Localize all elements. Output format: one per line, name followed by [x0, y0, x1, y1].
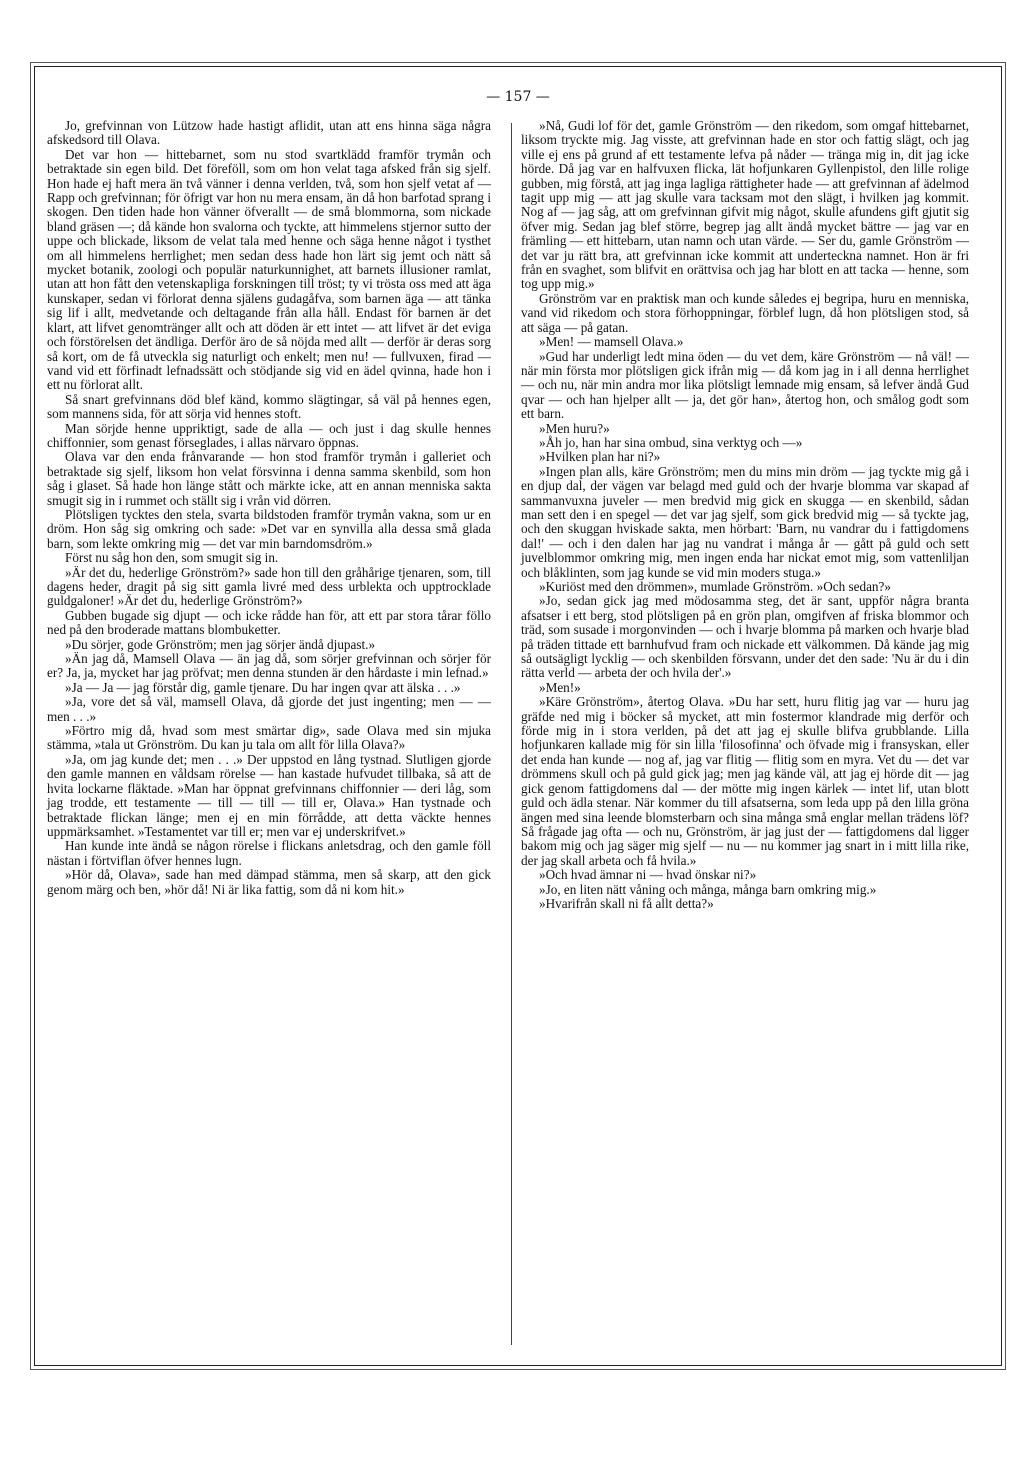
left-column	[47, 119, 491, 897]
paragraph: »Men huru?»	[539, 420, 610, 436]
paragraph: »Än jag då, Mamsell Olava — än jag då, som sörjer grefvinnan och sörjer för er? Ja, ja, mycket har jag pröfvat; men denna stunden är den hårdaste i min lefnad.»	[47, 651, 491, 681]
paragraph: »Och hvad ämnar ni — hvad önskar ni?»	[539, 867, 757, 883]
paragraph: »Kuriöst med den drömmen», mumlade Grönström. »Och sedan?»	[539, 579, 891, 594]
paragraph: Så snart grefvinnans död blef känd, kommo slägtingar, så väl på hennes egen, som mannens sida, för att sörja vid hennes stoft.	[47, 391, 491, 422]
column-divider	[511, 123, 512, 1345]
paragraph: »Åh jo, han har sina ombud, sina verktyg och —»	[539, 434, 803, 450]
paragraph: Man sörjde henne uppriktigt, sade de alla — och just i dag skulle hennes chiffonnier, som genast förseglades, i allas närvaro öppnas.	[47, 420, 491, 450]
page-frame	[34, 66, 1002, 1366]
paragraph: Jo, grefvinnan von Lützow hade hastigt aflidit, utan att ens hinna säga några afskedsord till Olava.	[47, 118, 491, 148]
paragraph: Olava var den enda frånvarande — hon stod framför trymån i galleriet och betraktade sig sjelf, liksom hon velat försvinna i denna samma skenbild, som hon såg i glaset. Så hade hon länge stått och märkte icke, att en annan menniska sakta smugit sig in i rummet och ställt sig i vrån vid dörren.	[47, 449, 491, 508]
paragraph: »Förtro mig då, hvad som mest smärtar dig», sade Olava med sin mjuka stämma, »tala ut Grönström. Du kan ju tala om allt för lilla Olava?»	[47, 723, 491, 753]
paragraph: »Du sörjer, gode Grönström; men jag sörjer ändå djupast.»	[65, 636, 376, 652]
paragraph: Plötsligen tycktes den stela, svarta bildstoden framför trymån vakna, som ur en dröm. Hon såg sig omkring och sade: »Det var en synvilla alla dessa små glada barn, som lekte omkring mig — det var min barndomsdröm.»	[47, 506, 491, 551]
paragraph: Först nu såg hon den, som smugit sig in.	[65, 550, 279, 566]
paragraph: »Hvarifrån skall ni få allt detta?»	[539, 895, 714, 911]
paragraph: »Men!»	[539, 679, 581, 695]
paragraph: »Ja, vore det så väl, mamsell Olava, då gjorde det just ingenting; men — — men . . .»	[47, 694, 491, 724]
paragraph: »Hvilken plan har ni?»	[539, 449, 661, 465]
paragraph: »Hör då, Olava», sade han med dämpad stämma, men så skarp, att den gick genom märg och ben, »hör då! Ni är lika fattig, som då ni kom hit.»	[47, 867, 491, 897]
paragraph: Gubben bugade sig djupt — och icke rådde han för, att ett par stora tårar föllo ned på den broderade mattans blombuketter.	[47, 607, 491, 638]
paragraph: »Käre Grönström», återtog Olava. »Du har sett, huru flitig jag var — huru jag gräfde ned mig i böcker så mycket, att min fostermor klandrade mig derför och förde mig in i stora verlden, på det att jag ej skulle blifva grubblande. Lilla hofjunkaren kallade mig för sin lilla 'filosofinna' och öfvade mig i fransyskan, eller det enda han kunde — nog af, jag var flitig — flitig som en myra. Vet du — det var drömmens skull och på guld gick jag; men jag kände väl, att jag ej hörde dit — jag gick genom fattigdomens dal — der mötte mig ingen kärlek — intet lif, utan blott guld och ädla stenar. När kommer du till afsatserna, som leda upp på den lilla gröna ängen med sina leende blomsterbarn och sina många små englar mellan trädens löf? Så frågade jag ofta — och nu, Grönström, är jag just der — fattigdomens dal ligger bakom mig och jag säger mig sjelf — nu — nu kommer jag snart in i mitt lilla rike, der jag skall arbeta och få hvila.»	[521, 694, 969, 868]
paragraph: »Ingen plan alls, käre Grönström; men du mins min dröm — jag tyckte mig gå i en djup dal, der vägen var belagd med guld och der hvarje blomma var skapad af sammanvuxna juveler — men bredvid mig gick en skugga — en skenbild, sådan man sett den i en spegel — det var jag sjelf, som gick bredvid mig — så tyckte jag, och den skuggan hviskade sakta, men hörbart: 'Barn, nu vandrar du i fattigdomens dal!' — och i den dalen har jag nu vandrat i många år — gått på guld och sett juvelblommor omkring mig, men ingen enda har nickat emot mig, som vattenliljan och blåklinten, som jag kunde se vid min moders stuga.»	[521, 463, 969, 580]
right-column	[521, 119, 969, 911]
paragraph: »Men! — mamsell Olava.»	[539, 334, 684, 350]
paragraph: »Nå, Gudi lof för det, gamle Grönström — den rikedom, som omgaf hittebarnet, liksom tryckte mig. Jag visste, att grefvinnan hade en stor och fattig slägt, och jag ville ej ens på grund af ett testamente lefva på nåder — tränga mig in, dit jag icke hörde. Då jag var en halfvuxen flicka, lät hofjunkaren Gyllenpistol, den lille rolige gubben, mig förstå, att jag inga lagliga rättigheter hade — att grefvinnan af ädelmod tagit upp mig — att jag skulle vara tacksam mot den slägt, i hvilken jag kommit. Nog af — jag såg, att om grefvinnan gifvit mig något, skulle afundens gift gjutit sig öfver mig. Sedan jag blef större, begrep jag allt ändå mycket bättre — jag var en främling — ett hittebarn, utan namn och utan värde. — Ser du, gamle Grönström — det var ju rätt bra, att grefvinnan icke kommit att underteckna namnet. Hon är fri från en svaghet, som blifvit en orättvisa och jag har blott en att tacka — henne, som tog upp mig.»	[521, 118, 969, 292]
paragraph: Det var hon — hittebarnet, som nu stod svartklädd framför trymån och betraktade sin egen bild. Det föreföll, som om hon velat taga afsked från sig sjelf. Hon hade ej haft mera än två vänner i denna verlden, två, som hon sjelf vetat af — Rapp och grefvinnan; för öfrigt var hon nu mera ensam, än då hon barfotad sprang i skogen. Den tiden hade hon vänner öfverallt — de små blommorna, som nickade bland gräsen —; då kände hon svalorna och tyckte, att himmelens stjernor sutto der uppe och blickade, liksom de velat tala med henne och säga henne något i tysthet om all himmelens herrlighet; men sedan dess hade hon lärt sig jemt och nätt så mycket botanik, zoologi och populär naturkunnighet, att barnets illusioner ramlat, utan att hon fått den vetenskapliga forskningen till tröst; ty vi trösta oss med att äga kunskaper, sedan vi förlorat denna själens gudagåfva, som barnen äga — att tänka sig lif i allt, medvetande och deltagande från alla håll. Endast för barnen är det klart, att lifvet genomtränger allt och att döden är ett intet — att lifvet är det eviga och förstörelsen det ändliga. Derför äro de så nöjda med allt — derför är deras sorg så kort, om de få utveckla sig naturligt och enkelt; men nu! — fullvuxen, firad — vand vid ett förfinadt lefnadssätt och stödjande sig vid en ädel qvinna, hade hon i ett nu förlorat allt.	[47, 146, 491, 393]
paragraph: »Jo, en liten nätt våning och många, många barn omkring mig.»	[539, 881, 877, 897]
paragraph: »Jo, sedan gick jag med mödosamma steg, det är sant, uppför några branta afsatser i ett berg, stod plötsligen på en grön plan, omgifven af friska blommor och träd, som susade i morgonvinden — och i hvarje blomma på marken och hvarje blad på träden tittade ett barnhufvud fram och nickade ett välkommen. Då kände jag mig så outsägligt lycklig — och skenbilden försvann, under det den sade: 'Nu är du i din rätta verld — arbeta der och hvila der'.»	[521, 593, 969, 681]
paragraph: »Är det du, hederlige Grönström?» sade hon till den gråhårige tjenaren, som, till dagens heder, dragit på sig sitt gamla livré med dess urblekta och upptrocklade guldgaloner! »Är det du, hederlige Grönström?»	[47, 564, 491, 609]
paragraph: »Gud har underligt ledt mina öden — du vet dem, käre Grönström — nå väl! — när min första mor plötsligen gick ifrån mig — då kom jag in i all denna herrlighet — och nu, när min andra mor lika plötsligt lemnade mig ensam, så lefver ändå Gud qvar — och han hjelper allt — ja, det gör han», återtog hon, och smålog godt som ett barn.	[521, 348, 969, 422]
paragraph: »Ja, om jag kunde det; men . . .» Der uppstod en lång tystnad. Slutligen gjorde den gamle mannen en våldsam rörelse — han kastade hufvudet tillbaka, så att de hvita lockarne fläktade. »Man har öppnat grefvinnans chiffonnier — deri låg, som jag trodde, ett testamente — till — till — till er, Olava.» Han tystnade och betraktade flickan länge; men ej en min förrådde, att detta väckte hennes uppmärksamhet. »Testamentet var till er; men var ej underskrifvet.»	[47, 751, 491, 839]
paragraph: Grönström var en praktisk man och kunde således ej begripa, huru en menniska, vand vid rikedom och stora förhoppningar, förblef lugn, då hon plötsligen stod, så att säga — på gatan.	[521, 290, 969, 335]
page-number: — 157 —	[486, 89, 550, 105]
paragraph: »Ja — Ja — jag förstår dig, gamle tjenare. Du har ingen qvar att älska . . .»	[65, 679, 461, 695]
paragraph: Han kunde inte ändå se någon rörelse i flickans anletsdrag, och den gamle föll nästan i förtviflan öfver hennes lugn.	[47, 838, 491, 868]
